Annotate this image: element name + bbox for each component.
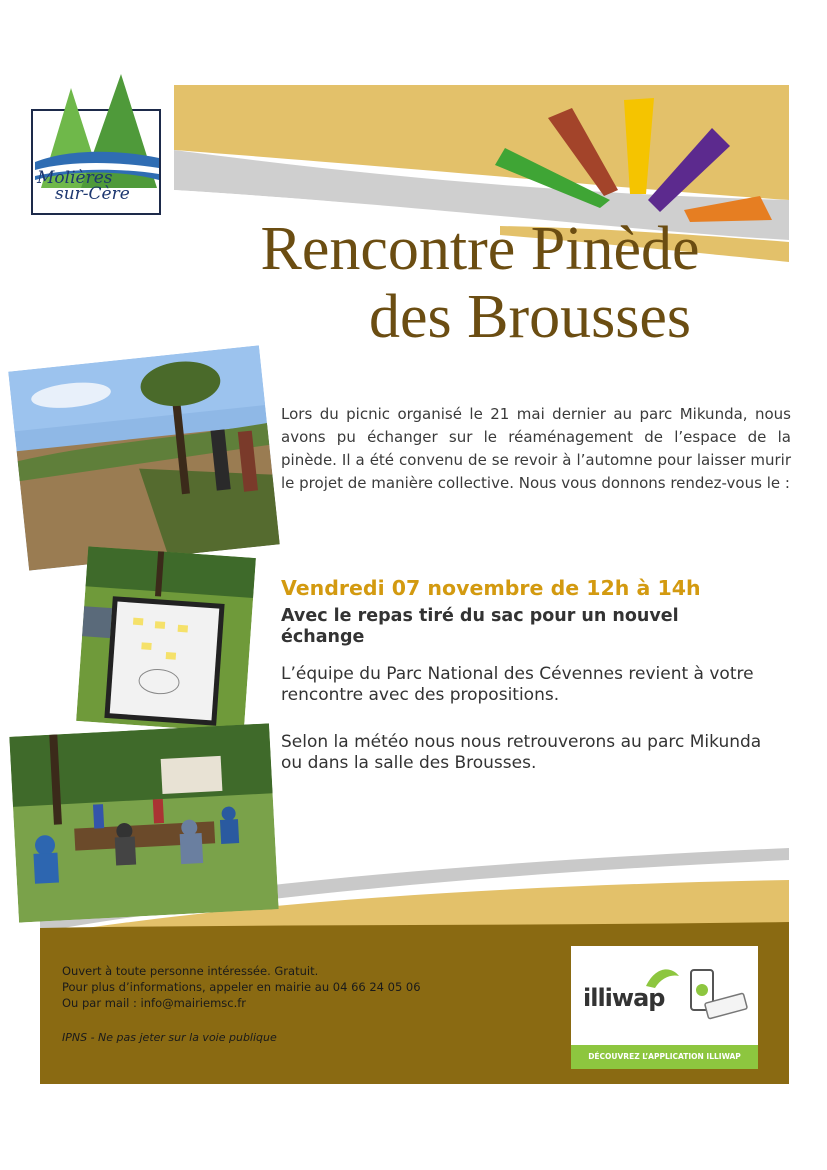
event-subtitle: Avec le repas tiré du sac pour un nouvel échange: [281, 606, 679, 647]
illiwap-logo-text: illiwap: [583, 984, 665, 1012]
photo-whiteboard: [76, 546, 256, 732]
footer-line-2: Pour plus d’informations, appeler en mairie au 04 66 24 05 06: [62, 980, 421, 994]
event-date: Vendredi 07 novembre de 12h à 14h: [281, 576, 701, 600]
footer-line-1: Ouvert à toute personne intéressée. Gratuit.: [62, 964, 319, 978]
photo-picnic-group: [9, 723, 278, 922]
logo-line-1: Molières: [37, 168, 113, 188]
footer-info: [62, 963, 482, 1011]
logo-text: [37, 170, 155, 202]
title-line-2: des Brousses: [368, 283, 692, 351]
intro-paragraph: Lors du picnic organisé le 21 mai dernier au parc Mikunda, nous avons pu échanger sur le réaménagement de l’espace de la pinède. Il a été convenu de se revoir à l’automne pour laisser murir le projet de manière collective. Nous vous donnons rendez-vous le :: [281, 405, 791, 492]
footer-line-3: Ou par mail : info@mairiemsc.fr: [62, 996, 247, 1010]
town-logo: [31, 70, 161, 216]
logo-line-2: sur-Cère: [55, 184, 130, 204]
photo-pinede-field: [8, 345, 280, 570]
illiwap-ad[interactable]: [571, 946, 758, 1069]
title-line-1: Rencontre Pinède: [260, 215, 700, 283]
page-title: [200, 215, 760, 351]
event-paragraph-2: Selon la météo nous nous retrouverons au parc Mikunda ou dans la salle des Brousses.: [281, 732, 762, 773]
event-paragraph-1: L’équipe du Parc National des Cévennes revient à votre rencontre avec des propositions.: [281, 664, 754, 705]
illiwap-tagline: DÉCOUVREZ L’APPLICATION ILLIWAP: [571, 1045, 758, 1069]
ipns-notice: IPNS - Ne pas jeter sur la voie publique: [62, 1031, 277, 1044]
